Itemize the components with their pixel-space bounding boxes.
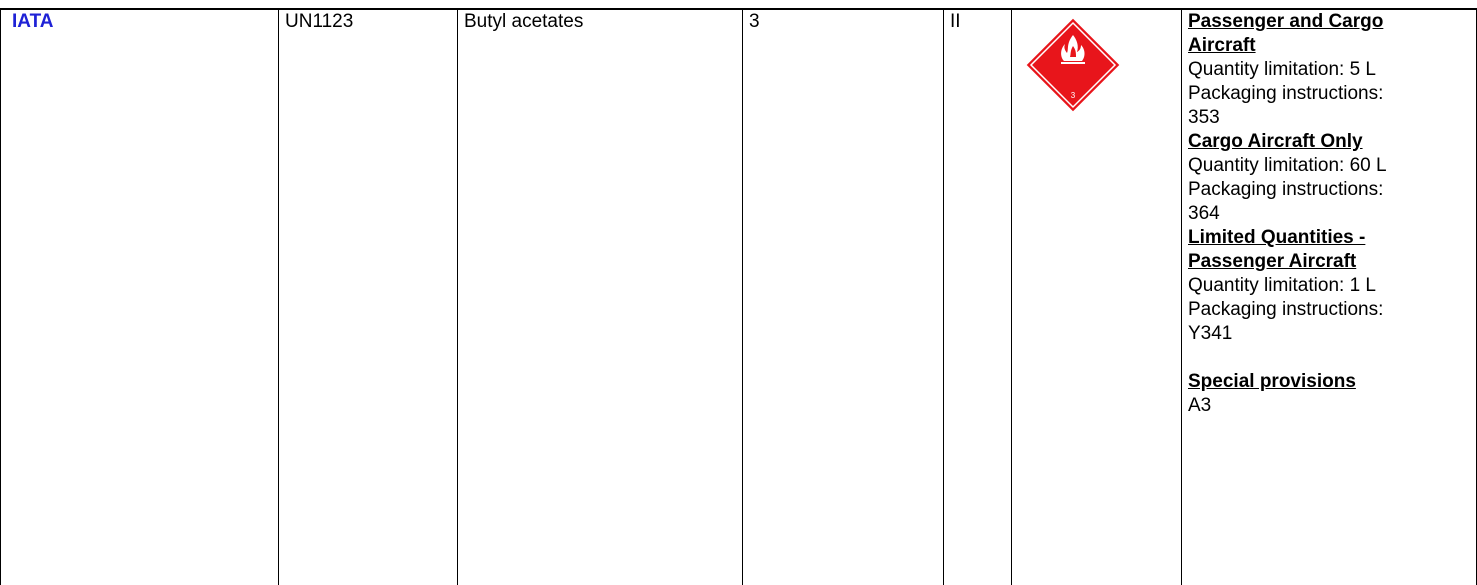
special-provisions-title: Special provisions bbox=[1188, 371, 1356, 392]
col-rule-1 bbox=[278, 8, 279, 585]
col-rule-2 bbox=[457, 8, 458, 585]
passenger-cargo-title: Passenger and Cargo Aircraft bbox=[1188, 11, 1384, 56]
col-rule-3 bbox=[742, 8, 743, 585]
limited-passenger-packaging: Packaging instructions: Y341 bbox=[1188, 299, 1384, 344]
special-provisions-value: A3 bbox=[1188, 395, 1212, 416]
limited-passenger-title: Limited Quantities - Passenger Aircraft bbox=[1188, 227, 1366, 272]
hazard-class-cell: 3 bbox=[749, 11, 760, 32]
passenger-cargo-packaging: Packaging instructions: 353 bbox=[1188, 83, 1384, 128]
col-rule-6 bbox=[1181, 8, 1182, 585]
cargo-only-title: Cargo Aircraft Only bbox=[1188, 131, 1363, 152]
un-number-cell: UN1123 bbox=[285, 11, 354, 32]
aircraft-notes-cell bbox=[1188, 10, 1470, 418]
packing-group-cell: II bbox=[950, 11, 961, 32]
carrier-cell: IATA bbox=[12, 11, 54, 32]
notes-spacer bbox=[1188, 346, 1470, 370]
col-rule-5 bbox=[1011, 8, 1012, 585]
shipping-name-cell: Butyl acetates bbox=[464, 11, 584, 32]
limited-passenger-quantity: Quantity limitation: 1 L bbox=[1188, 275, 1376, 296]
cargo-only-packaging: Packaging instructions: 364 bbox=[1188, 179, 1384, 224]
flammable-liquid-diamond-icon bbox=[1024, 16, 1122, 114]
col-rule-0 bbox=[0, 8, 1, 585]
passenger-cargo-quantity: Quantity limitation: 5 L bbox=[1188, 59, 1376, 80]
cargo-only-quantity: Quantity limitation: 60 L bbox=[1188, 155, 1387, 176]
col-rule-4 bbox=[943, 8, 944, 585]
hazard-label-class: 3 bbox=[1070, 91, 1076, 100]
